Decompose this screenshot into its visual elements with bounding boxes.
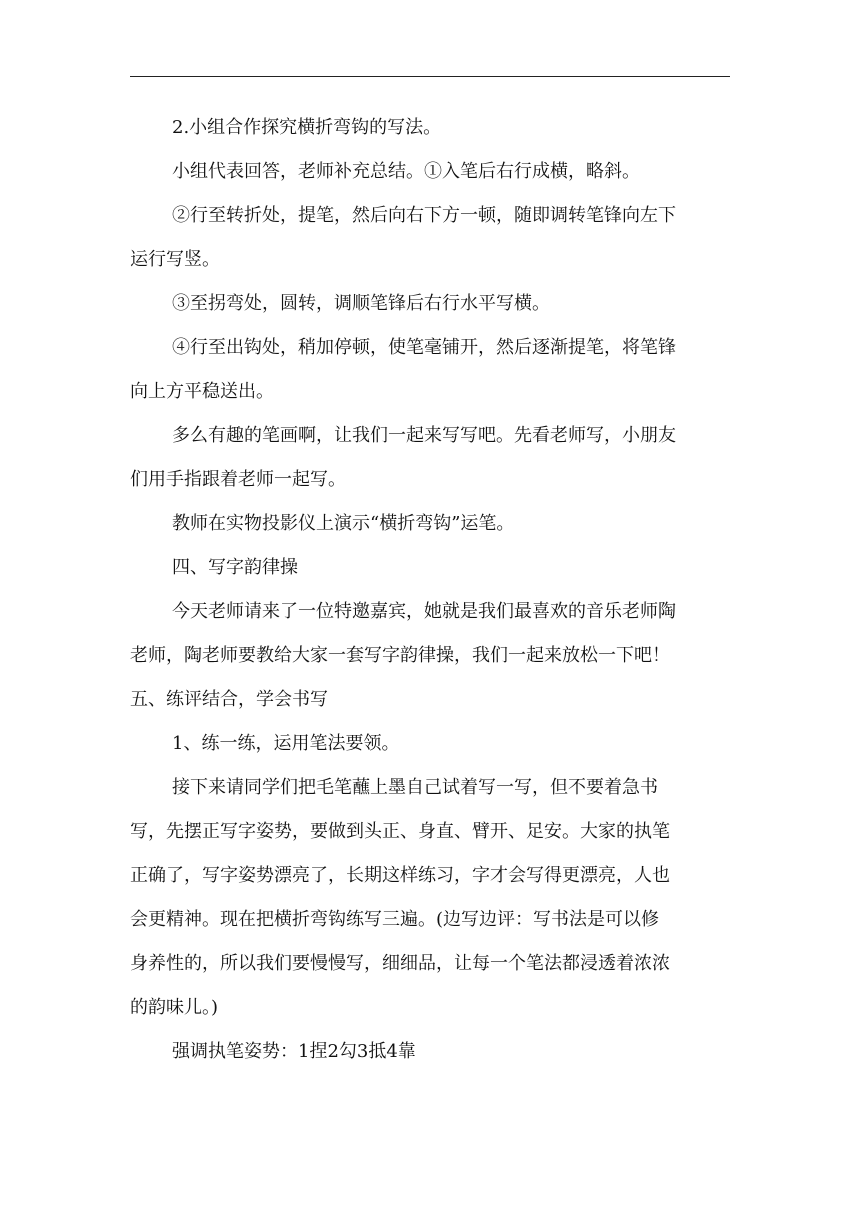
text-line: 五、练评结合，学会书写 — [130, 689, 328, 710]
paragraph-3 — [130, 194, 730, 282]
text-line: ③至拐弯处，圆转，调顺笔锋后右行水平写横。 — [172, 293, 550, 314]
paragraph-11 — [130, 722, 730, 766]
paragraph-4 — [130, 282, 730, 326]
paragraph-6 — [130, 414, 730, 502]
text-line: 运行写竖。 — [130, 249, 220, 270]
paragraph-2 — [130, 150, 730, 194]
text-line: 写，先摆正写字姿势，要做到头正、身直、臂开、足安。大家的执笔 — [130, 821, 670, 842]
text-line: 接下来请同学们把毛笔蘸上墨自己试着写一写，但不要着急书 — [172, 777, 658, 798]
paragraph-1 — [130, 106, 730, 150]
section-heading-5 — [130, 678, 730, 722]
header-rule — [130, 76, 730, 77]
text-line: 会更精神。现在把横折弯钩练写三遍。(边写边评：写书法是可以修 — [130, 909, 660, 930]
text-line: 四、写字韵律操 — [172, 557, 298, 578]
text-line: 多么有趣的笔画啊，让我们一起来写写吧。先看老师写，小朋友 — [172, 425, 676, 446]
paragraph-7 — [130, 502, 730, 546]
paragraph-9 — [130, 590, 730, 678]
paragraph-12 — [130, 766, 730, 1030]
text-line: 2.小组合作探究横折弯钩的写法。 — [172, 117, 442, 138]
text-line: ②行至转折处，提笔，然后向右下方一顿，随即调转笔锋向左下 — [172, 205, 676, 226]
text-line: 身养性的，所以我们要慢慢写，细细品，让每一个笔法都浸透着浓浓 — [130, 953, 670, 974]
text-line: 正确了，写字姿势漂亮了，长期这样练习，字才会写得更漂亮，人也 — [130, 865, 670, 886]
text-line: 1、练一练，运用笔法要领。 — [172, 733, 400, 754]
text-line: 老师，陶老师要教给大家一套写字韵律操，我们一起来放松一下吧！ — [130, 645, 670, 666]
text-line: 向上方平稳送出。 — [130, 381, 274, 402]
section-heading-4 — [130, 546, 730, 590]
text-line: 教师在实物投影仪上演示“横折弯钩”运笔。 — [172, 513, 515, 534]
text-line: 强调执笔姿势：1捏2勾3抵4靠 — [172, 1041, 416, 1062]
text-line: ④行至出钩处，稍加停顿，使笔毫铺开，然后逐渐提笔，将笔锋 — [172, 337, 676, 358]
text-line: 们用手指跟着老师一起写。 — [130, 469, 346, 490]
text-line: 的韵味儿。) — [130, 997, 219, 1018]
text-line: 今天老师请来了一位特邀嘉宾，她就是我们最喜欢的音乐老师陶 — [172, 601, 676, 622]
paragraph-5 — [130, 326, 730, 414]
text-line: 小组代表回答，老师补充总结。①入笔后右行成横，略斜。 — [172, 161, 640, 182]
paragraph-13 — [130, 1030, 730, 1074]
